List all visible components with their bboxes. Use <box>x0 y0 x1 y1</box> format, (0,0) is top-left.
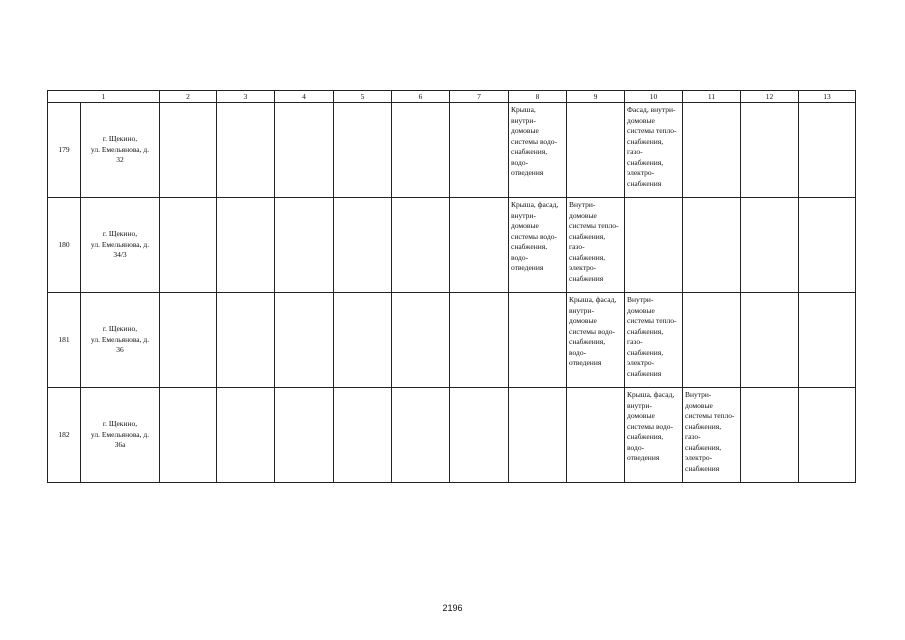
work-cell-col-8 <box>509 388 567 483</box>
address-cell: г. Щекино, ул. Емельянова, д. 34/3 <box>81 198 160 293</box>
work-cell-col-13 <box>799 293 856 388</box>
column-header: 3 <box>217 91 275 103</box>
work-cell-col-12 <box>741 103 799 198</box>
work-cell-col-6 <box>392 198 450 293</box>
row-number-cell: 181 <box>48 293 81 388</box>
work-cell-col-4 <box>275 388 334 483</box>
work-cell-col-7 <box>450 388 509 483</box>
column-header: 7 <box>450 91 509 103</box>
work-cell-col-5 <box>334 388 392 483</box>
work-cell-col-13 <box>799 388 856 483</box>
work-cell-col-10 <box>625 198 683 293</box>
column-header: 13 <box>799 91 856 103</box>
work-cell-col-4 <box>275 293 334 388</box>
work-cell-col-9: Крыша, фасад, внутри- домовые системы водо- снабжения, водо- отведения <box>567 293 625 388</box>
work-cell-col-3 <box>217 198 275 293</box>
address-cell: г. Щекино, ул. Емельянова, д. 36 <box>81 293 160 388</box>
column-number-row <box>48 91 856 103</box>
work-cell-col-10: Внутри- домовые системы тепло- снабжения, газо- снабжения, электро- снабжения <box>625 293 683 388</box>
work-cell-col-10: Крыша, фасад, внутри- домовые системы водо- снабжения, водо- отведения <box>625 388 683 483</box>
work-cell-col-2 <box>160 293 217 388</box>
table-body <box>48 103 856 483</box>
work-cell-col-5 <box>334 293 392 388</box>
work-cell-col-9 <box>567 103 625 198</box>
work-cell-col-11 <box>683 198 741 293</box>
work-cell-col-8: Крыша, внутри- домовые системы водо- снабжения, водо- отведения <box>509 103 567 198</box>
work-cell-col-3 <box>217 388 275 483</box>
works-schedule-table <box>47 90 856 483</box>
row-number-cell: 182 <box>48 388 81 483</box>
column-header: 8 <box>509 91 567 103</box>
work-cell-col-2 <box>160 388 217 483</box>
column-header: 11 <box>683 91 741 103</box>
work-cell-col-5 <box>334 103 392 198</box>
column-header: 5 <box>334 91 392 103</box>
work-cell-col-13 <box>799 103 856 198</box>
column-header: 4 <box>275 91 334 103</box>
work-cell-col-5 <box>334 198 392 293</box>
work-cell-col-7 <box>450 198 509 293</box>
column-header: 10 <box>625 91 683 103</box>
work-cell-col-13 <box>799 198 856 293</box>
table-row <box>48 103 856 198</box>
column-header: 2 <box>160 91 217 103</box>
work-cell-col-12 <box>741 198 799 293</box>
work-cell-col-3 <box>217 103 275 198</box>
work-cell-col-4 <box>275 103 334 198</box>
column-header: 6 <box>392 91 450 103</box>
table-row <box>48 388 856 483</box>
work-cell-col-6 <box>392 293 450 388</box>
work-cell-col-11 <box>683 293 741 388</box>
work-cell-col-8: Крыша, фасад, внутри- домовые системы водо- снабжения, водо- отведения <box>509 198 567 293</box>
work-cell-col-2 <box>160 198 217 293</box>
address-cell: г. Щекино, ул. Емельянова, д. 32 <box>81 103 160 198</box>
work-cell-col-11 <box>683 103 741 198</box>
column-header: 9 <box>567 91 625 103</box>
work-cell-col-4 <box>275 198 334 293</box>
work-cell-col-7 <box>450 103 509 198</box>
table-row <box>48 198 856 293</box>
page-number: 2196 <box>442 603 463 613</box>
row-number-cell: 179 <box>48 103 81 198</box>
column-header: 1 <box>48 91 160 103</box>
work-cell-col-10: Фасад, внутри- домовые системы тепло- снабжения, газо- снабжения, электро- снабжения <box>625 103 683 198</box>
work-cell-col-6 <box>392 388 450 483</box>
address-cell: г. Щекино, ул. Емельянова, д. 36а <box>81 388 160 483</box>
row-number-cell: 180 <box>48 198 81 293</box>
work-cell-col-7 <box>450 293 509 388</box>
work-cell-col-8 <box>509 293 567 388</box>
work-cell-col-9: Внутри- домовые системы тепло- снабжения, газо- снабжения, электро- снабжения <box>567 198 625 293</box>
work-cell-col-12 <box>741 388 799 483</box>
work-cell-col-6 <box>392 103 450 198</box>
work-cell-col-3 <box>217 293 275 388</box>
work-cell-col-11: Внутри- домовые системы тепло- снабжения, газо- снабжения, электро- снабжения <box>683 388 741 483</box>
work-cell-col-9 <box>567 388 625 483</box>
column-header: 12 <box>741 91 799 103</box>
work-cell-col-2 <box>160 103 217 198</box>
table-row <box>48 293 856 388</box>
work-cell-col-12 <box>741 293 799 388</box>
